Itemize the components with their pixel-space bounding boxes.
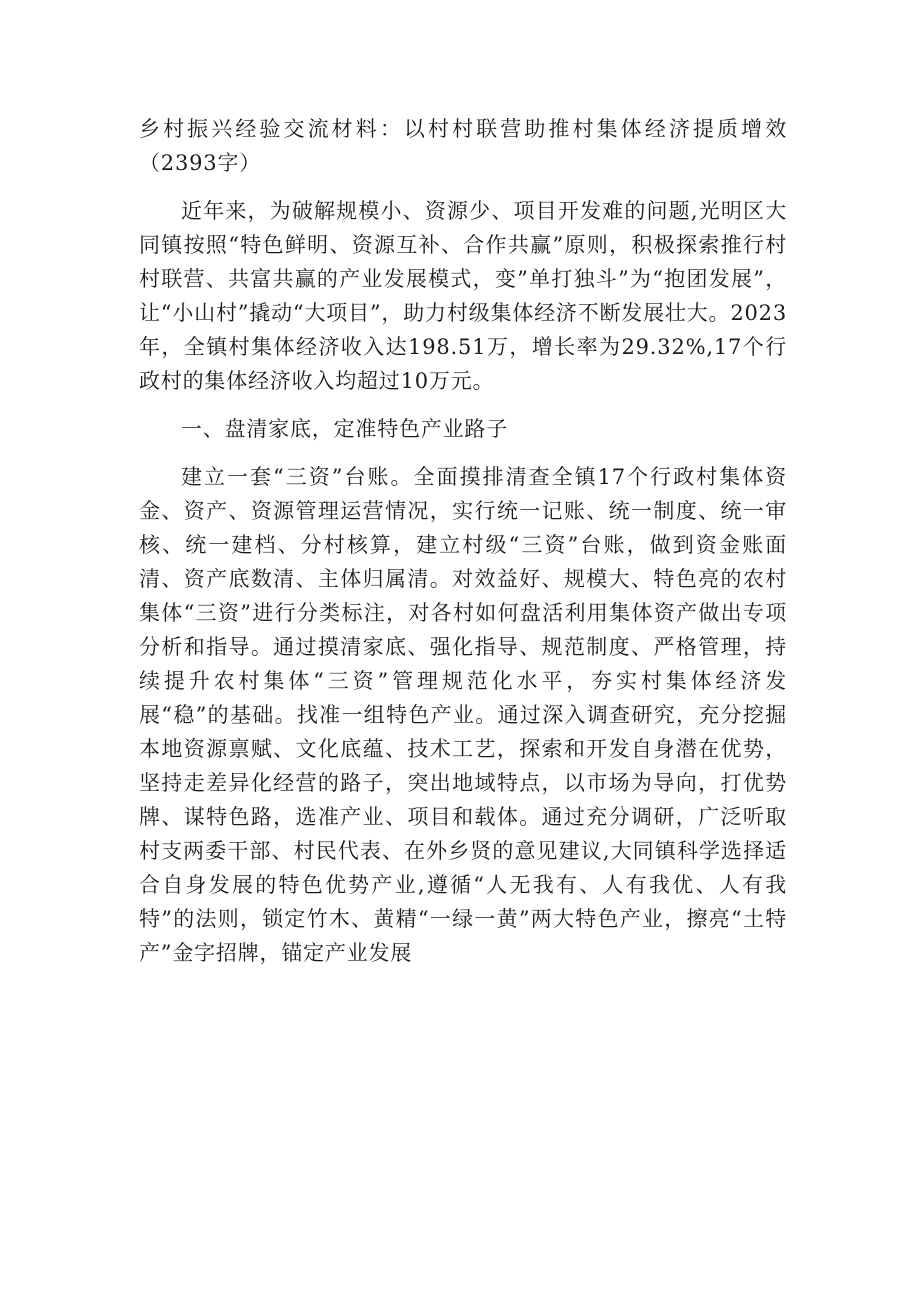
document-title: 乡村振兴经验交流材料：以村村联营助推村集体经济提质增效（2393字） [139, 117, 787, 175]
section-paragraph: 建立一套“三资”台账。全面摸排清查全镇17个行政村集体资金、资产、资源管理运营情况，实行统一记账、统一制度、统一审核、统一建档、分村核算，建立村级“三资”台账，做到资金账面清、资产底数清、主体归属清。对效益好、规模大、特色亮的农村集体“三资”进行分类标注，对各村如何盘活利用集体资产做出专项分析和指导。通过摸清家底、强化指导、规范制度、严格管理，持续提升农村集体“三资”管理规范化水平，夯实村集体经济发展“稳”的基础。找准一组特色产业。通过深入调查研究，充分挖掘本地资源禀赋、文化底蕴、技术工艺，探索和开发自身潜在优势，坚持走差异化经营的路子，突出地域特点，以市场为导向，打优势牌、谋特色路，选准产业、项目和载体。通过充分调研，广泛听取村支两委干部、村民代表、在外乡贤的意见建议,大同镇科学选择适合自身发展的特色优势产业,遵循“人无我有、人有我优、人有我特”的法则，锁定竹木、黄精“一绿一黄”两大特色产业，擦亮“土特产”金字招牌，锚定产业发展 [139, 465, 787, 965]
section-heading: 一、盘清家底，定准特色产业路子 [181, 417, 508, 441]
intro-paragraph: 近年来，为破解规模小、资源少、项目开发难的问题,光明区大同镇按照“特色鲜明、资源互补、合作共赢”原则，积极探索推行村村联营、共富共赢的产业发展模式，变”单打独斗”为“抱团发展”，让“小山村”撬动“大项目”，助力村级集体经济不断发展壮大。2023年，全镇村集体经济收入达198.51万，增长率为29.32%,17个行政村的集体经济收入均超过10万元。 [139, 199, 787, 393]
document-content [139, 112, 787, 970]
